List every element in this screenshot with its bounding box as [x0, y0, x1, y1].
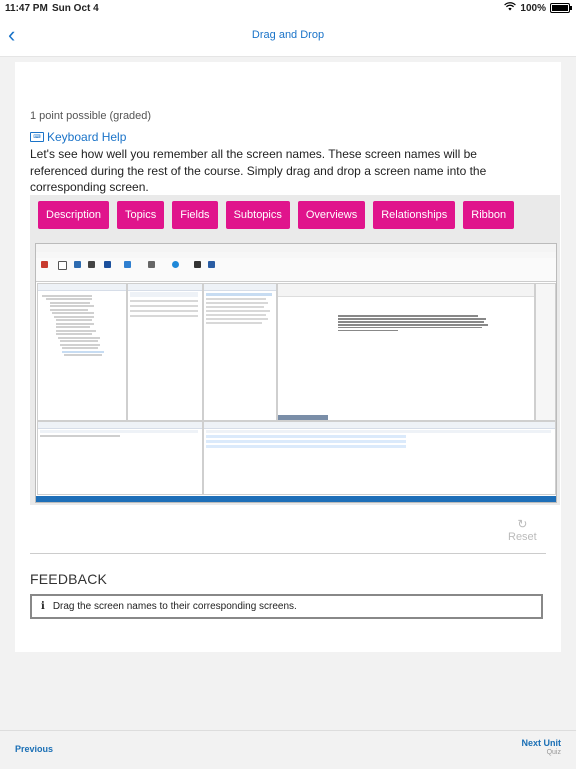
status-bar [0, 0, 576, 16]
draggable-item-relationships[interactable]: Relationships [373, 201, 455, 229]
screenshot-subtopics-pane [203, 283, 277, 421]
tree-lines [42, 293, 104, 358]
next-unit-label: Next Unit [521, 738, 561, 748]
status-date: Sun Oct 4 [52, 3, 99, 14]
ribbon-icon [88, 261, 95, 268]
next-unit-sublabel: Quiz [546, 749, 561, 756]
screenshot-fields-pane [127, 283, 203, 421]
screenshot-relationships-pane [203, 421, 556, 495]
subtopic-row [206, 306, 264, 308]
wifi-icon [504, 2, 516, 14]
field-row [130, 292, 198, 297]
feedback-message-box [30, 594, 543, 619]
ribbon-icon [124, 261, 131, 268]
draggable-item-subtopics[interactable]: Subtopics [226, 201, 290, 229]
battery-icon [550, 3, 570, 13]
screenshot-side-tabs [535, 283, 556, 421]
screenshot-topics-pane [37, 283, 127, 421]
subtopic-row [206, 318, 268, 320]
pane-header [204, 284, 276, 291]
status-time: 11:47 PM [5, 3, 48, 14]
ribbon-icon [74, 261, 81, 268]
screenshot-ribbon [36, 258, 556, 282]
chevron-left-icon[interactable]: ‹ [8, 22, 16, 47]
pane-header [128, 284, 202, 291]
reset-label: Reset [508, 531, 537, 543]
editor-text [338, 314, 488, 333]
overview-header-row [40, 430, 198, 433]
feedback-message: Drag the screen names to their corresponding screens. [52, 601, 297, 612]
field-row [130, 300, 198, 302]
pane-header [38, 422, 202, 429]
ribbon-icon [104, 261, 111, 268]
field-row [130, 310, 198, 312]
editor-tab [278, 415, 328, 420]
draggable-item-topics[interactable]: Topics [117, 201, 164, 229]
relationship-header-row [206, 430, 551, 433]
divider [30, 553, 546, 554]
subtopic-row [206, 298, 266, 300]
relationship-row [206, 435, 406, 438]
battery-percent: 100% [520, 2, 546, 14]
screenshot-overviews-pane [37, 421, 203, 495]
relationship-row [206, 445, 406, 448]
field-row [130, 305, 198, 307]
keyboard-help-button[interactable] [30, 130, 126, 144]
next-unit-button[interactable] [521, 738, 561, 756]
keyboard-help-label: Keyboard Help [47, 130, 127, 144]
draggable-items [38, 201, 514, 229]
subtopic-row [206, 310, 270, 312]
refresh-icon: ↻ [517, 517, 528, 531]
ribbon-icon [58, 261, 67, 270]
subtopic-row [206, 314, 266, 316]
feedback-heading: FEEDBACK [30, 571, 108, 587]
info-icon: i [41, 601, 45, 612]
pane-header [204, 422, 555, 429]
subtopic-row [206, 322, 262, 324]
draggable-item-overviews[interactable]: Overviews [298, 201, 365, 229]
editor-toolbar [278, 284, 534, 297]
ribbon-icon [208, 261, 215, 268]
nav-bar [0, 16, 576, 57]
screenshot-status-bar [36, 496, 556, 502]
draggable-item-description[interactable]: Description [38, 201, 109, 229]
overview-row [40, 435, 120, 437]
status-right [504, 2, 570, 14]
drag-drop-area [30, 195, 560, 505]
relationship-row [206, 440, 406, 443]
page-title: Drag and Drop [251, 29, 325, 41]
draggable-item-fields[interactable]: Fields [172, 201, 217, 229]
previous-button[interactable]: Previous [15, 744, 54, 754]
bottom-nav [0, 730, 576, 769]
points-possible: 1 point possible (graded) [30, 110, 152, 122]
draggable-item-ribbon[interactable]: Ribbon [463, 201, 514, 229]
problem-card [15, 62, 561, 652]
reset-button[interactable] [508, 517, 537, 543]
ribbon-icon [172, 261, 179, 268]
subtopic-row [206, 293, 272, 296]
screenshot-description-pane [277, 283, 535, 421]
drop-target-screenshot[interactable] [35, 243, 557, 503]
ribbon-icon [41, 261, 48, 268]
ribbon-icon [194, 261, 201, 268]
ribbon-icon [148, 261, 155, 268]
field-row [130, 315, 198, 317]
subtopic-row [206, 302, 268, 304]
keyboard-icon: ⌨ [30, 132, 44, 142]
pane-header [38, 284, 126, 291]
problem-prompt: Let's see how well you remember all the screen names. These screen names will be referenced during the rest of the course. Simply drag and drop a screen name into the corresponding screen. [30, 147, 487, 194]
